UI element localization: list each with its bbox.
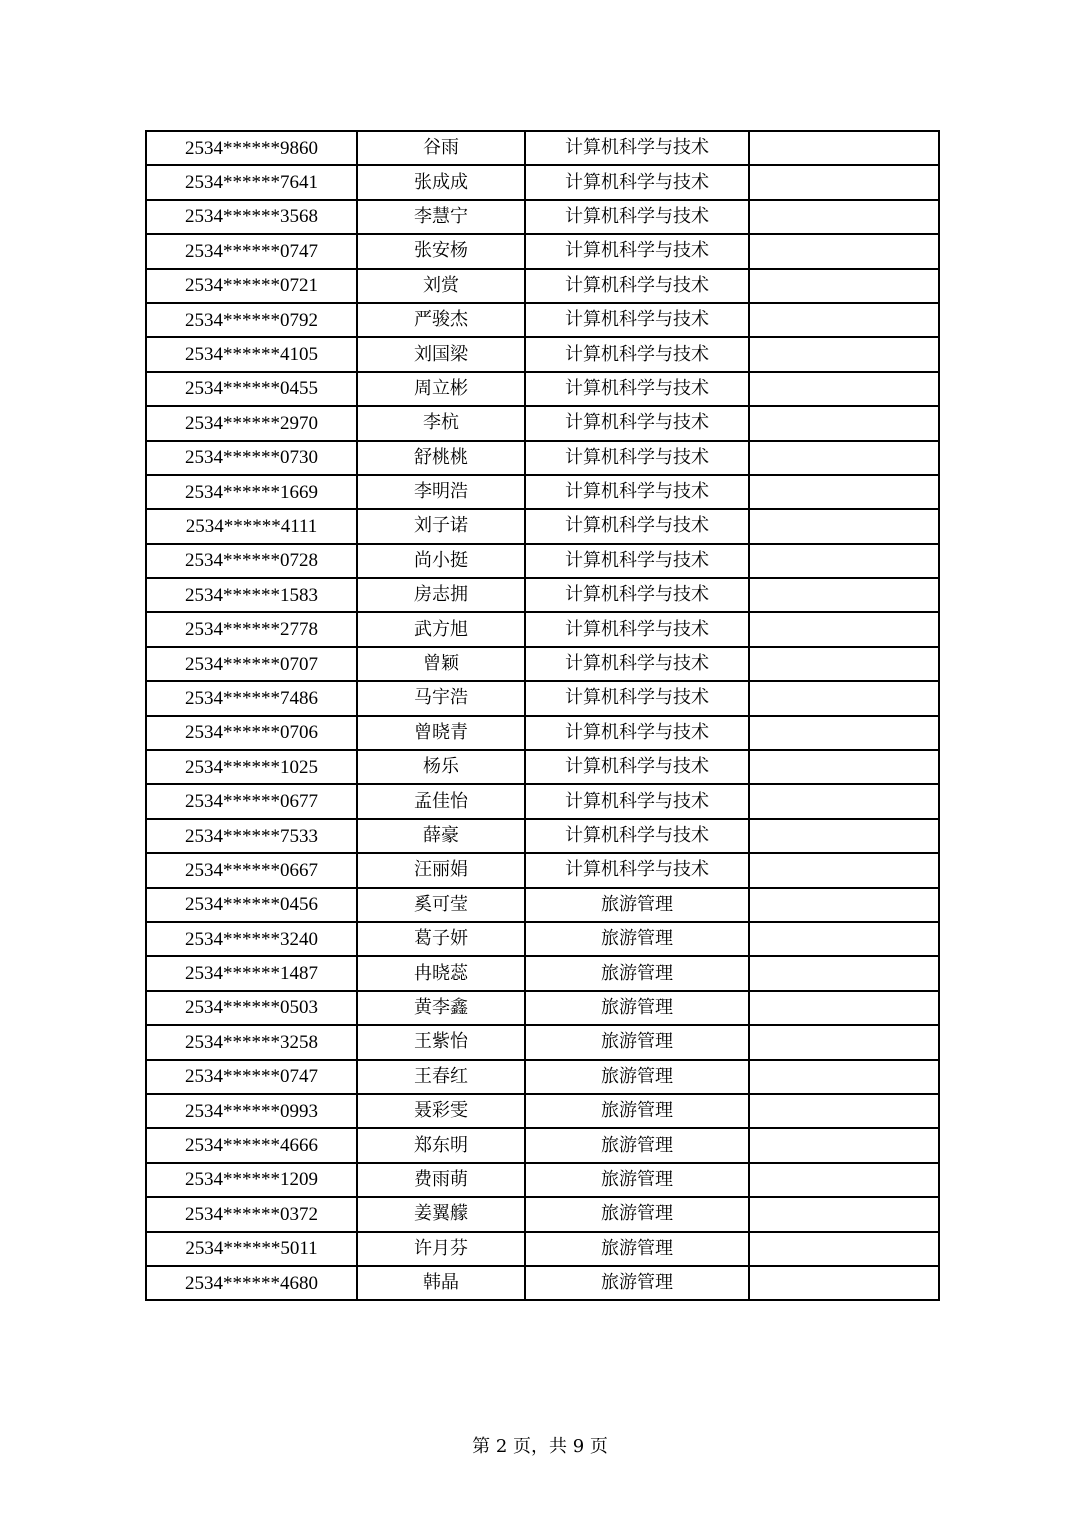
major-cell: 计算机科学与技术 <box>525 716 749 750</box>
major-cell: 计算机科学与技术 <box>525 853 749 887</box>
remark-cell <box>749 1128 939 1162</box>
table-row <box>146 888 939 922</box>
table-row <box>146 716 939 750</box>
table-row <box>146 612 939 646</box>
remark-cell <box>749 716 939 750</box>
major-cell: 旅游管理 <box>525 1163 749 1197</box>
remark-cell <box>749 337 939 371</box>
major-cell: 旅游管理 <box>525 922 749 956</box>
major-cell: 计算机科学与技术 <box>525 131 749 165</box>
table-row <box>146 1197 939 1231</box>
major-cell: 计算机科学与技术 <box>525 475 749 509</box>
candidate-id-cell: 2534******0728 <box>146 544 357 578</box>
table-row <box>146 269 939 303</box>
roster-table <box>145 130 940 1301</box>
student-name-cell: 曾晓青 <box>357 716 525 750</box>
remark-cell <box>749 544 939 578</box>
remark-cell <box>749 269 939 303</box>
student-name-cell: 尚小挺 <box>357 544 525 578</box>
table-row <box>146 819 939 853</box>
major-cell: 旅游管理 <box>525 1197 749 1231</box>
page-number-footer: 第 2 页，共 9 页 <box>472 1436 608 1457</box>
student-name-cell: 严骏杰 <box>357 303 525 337</box>
remark-cell <box>749 165 939 199</box>
candidate-id-cell: 2534******0677 <box>146 784 357 818</box>
remark-cell <box>749 441 939 475</box>
candidate-id-cell: 2534******1209 <box>146 1163 357 1197</box>
major-cell: 旅游管理 <box>525 1128 749 1162</box>
table-row <box>146 1163 939 1197</box>
student-name-cell: 葛子妍 <box>357 922 525 956</box>
table-row <box>146 406 939 440</box>
remark-cell <box>749 578 939 612</box>
remark-cell <box>749 234 939 268</box>
major-cell: 旅游管理 <box>525 1060 749 1094</box>
table-row <box>146 1060 939 1094</box>
table-row <box>146 337 939 371</box>
candidate-id-cell: 2534******0372 <box>146 1197 357 1231</box>
candidate-id-cell: 2534******0706 <box>146 716 357 750</box>
student-name-cell: 韩晶 <box>357 1266 525 1300</box>
student-name-cell: 马宇浩 <box>357 681 525 715</box>
table-row <box>146 544 939 578</box>
table-row <box>146 784 939 818</box>
candidate-id-cell: 2534******4111 <box>146 509 357 543</box>
major-cell: 计算机科学与技术 <box>525 303 749 337</box>
table-row <box>146 853 939 887</box>
student-name-cell: 谷雨 <box>357 131 525 165</box>
table-row <box>146 131 939 165</box>
student-name-cell: 郑东明 <box>357 1128 525 1162</box>
table-row <box>146 200 939 234</box>
student-name-cell: 武方旭 <box>357 612 525 646</box>
remark-cell <box>749 1163 939 1197</box>
major-cell: 计算机科学与技术 <box>525 544 749 578</box>
candidate-id-cell: 2534******7641 <box>146 165 357 199</box>
roster-table-body <box>146 131 939 1300</box>
candidate-id-cell: 2534******2778 <box>146 612 357 646</box>
remark-cell <box>749 784 939 818</box>
candidate-id-cell: 2534******7533 <box>146 819 357 853</box>
student-name-cell: 房志拥 <box>357 578 525 612</box>
table-row <box>146 475 939 509</box>
major-cell: 旅游管理 <box>525 1266 749 1300</box>
table-row <box>146 578 939 612</box>
remark-cell <box>749 475 939 509</box>
remark-cell <box>749 819 939 853</box>
candidate-id-cell: 2534******1487 <box>146 956 357 990</box>
major-cell: 旅游管理 <box>525 991 749 1025</box>
remark-cell <box>749 1266 939 1300</box>
student-name-cell: 奚可莹 <box>357 888 525 922</box>
candidate-id-cell: 2534******0667 <box>146 853 357 887</box>
candidate-id-cell: 2534******0993 <box>146 1094 357 1128</box>
remark-cell <box>749 991 939 1025</box>
remark-cell <box>749 922 939 956</box>
table-row <box>146 509 939 543</box>
student-name-cell: 薛豪 <box>357 819 525 853</box>
remark-cell <box>749 956 939 990</box>
table-row <box>146 234 939 268</box>
table-row <box>146 441 939 475</box>
candidate-id-cell: 2534******0747 <box>146 1060 357 1094</box>
candidate-id-cell: 2534******0503 <box>146 991 357 1025</box>
major-cell: 计算机科学与技术 <box>525 647 749 681</box>
student-name-cell: 张成成 <box>357 165 525 199</box>
student-name-cell: 汪丽娟 <box>357 853 525 887</box>
student-name-cell: 刘子诺 <box>357 509 525 543</box>
student-name-cell: 许月芬 <box>357 1232 525 1266</box>
remark-cell <box>749 750 939 784</box>
table-row <box>146 681 939 715</box>
candidate-id-cell: 2534******2970 <box>146 406 357 440</box>
student-name-cell: 杨乐 <box>357 750 525 784</box>
major-cell: 计算机科学与技术 <box>525 234 749 268</box>
candidate-id-cell: 2534******9860 <box>146 131 357 165</box>
remark-cell <box>749 647 939 681</box>
major-cell: 计算机科学与技术 <box>525 509 749 543</box>
remark-cell <box>749 1060 939 1094</box>
remark-cell <box>749 303 939 337</box>
student-name-cell: 李慧宁 <box>357 200 525 234</box>
major-cell: 计算机科学与技术 <box>525 750 749 784</box>
major-cell: 计算机科学与技术 <box>525 269 749 303</box>
table-row <box>146 956 939 990</box>
student-name-cell: 曾颖 <box>357 647 525 681</box>
table-row <box>146 1128 939 1162</box>
remark-cell <box>749 681 939 715</box>
major-cell: 旅游管理 <box>525 1232 749 1266</box>
remark-cell <box>749 888 939 922</box>
student-name-cell: 王春红 <box>357 1060 525 1094</box>
candidate-id-cell: 2534******3568 <box>146 200 357 234</box>
student-name-cell: 冉晓蕊 <box>357 956 525 990</box>
major-cell: 计算机科学与技术 <box>525 578 749 612</box>
remark-cell <box>749 612 939 646</box>
candidate-id-cell: 2534******0707 <box>146 647 357 681</box>
major-cell: 旅游管理 <box>525 888 749 922</box>
remark-cell <box>749 372 939 406</box>
student-name-cell: 姜翼艨 <box>357 1197 525 1231</box>
major-cell: 计算机科学与技术 <box>525 819 749 853</box>
candidate-id-cell: 2534******3258 <box>146 1025 357 1059</box>
remark-cell <box>749 131 939 165</box>
candidate-id-cell: 2534******1669 <box>146 475 357 509</box>
student-name-cell: 舒桃桃 <box>357 441 525 475</box>
table-row <box>146 1266 939 1300</box>
student-name-cell: 刘国梁 <box>357 337 525 371</box>
major-cell: 计算机科学与技术 <box>525 406 749 440</box>
major-cell: 计算机科学与技术 <box>525 337 749 371</box>
table-row <box>146 1025 939 1059</box>
major-cell: 计算机科学与技术 <box>525 784 749 818</box>
student-name-cell: 张安杨 <box>357 234 525 268</box>
candidate-id-cell: 2534******1025 <box>146 750 357 784</box>
table-row <box>146 750 939 784</box>
student-name-cell: 黄李鑫 <box>357 991 525 1025</box>
table-row <box>146 1094 939 1128</box>
remark-cell <box>749 1232 939 1266</box>
table-row <box>146 303 939 337</box>
candidate-id-cell: 2534******4666 <box>146 1128 357 1162</box>
student-name-cell: 李杭 <box>357 406 525 440</box>
major-cell: 计算机科学与技术 <box>525 681 749 715</box>
candidate-id-cell: 2534******0721 <box>146 269 357 303</box>
major-cell: 旅游管理 <box>525 1025 749 1059</box>
candidate-id-cell: 2534******0730 <box>146 441 357 475</box>
candidate-id-cell: 2534******5011 <box>146 1232 357 1266</box>
major-cell: 计算机科学与技术 <box>525 372 749 406</box>
candidate-id-cell: 2534******3240 <box>146 922 357 956</box>
remark-cell <box>749 406 939 440</box>
candidate-id-cell: 2534******0792 <box>146 303 357 337</box>
major-cell: 计算机科学与技术 <box>525 165 749 199</box>
table-row <box>146 647 939 681</box>
candidate-id-cell: 2534******0747 <box>146 234 357 268</box>
student-name-cell: 费雨萌 <box>357 1163 525 1197</box>
candidate-id-cell: 2534******4680 <box>146 1266 357 1300</box>
candidate-id-cell: 2534******7486 <box>146 681 357 715</box>
major-cell: 旅游管理 <box>525 956 749 990</box>
remark-cell <box>749 853 939 887</box>
student-name-cell: 李明浩 <box>357 475 525 509</box>
student-name-cell: 周立彬 <box>357 372 525 406</box>
student-name-cell: 王紫怡 <box>357 1025 525 1059</box>
remark-cell <box>749 200 939 234</box>
major-cell: 计算机科学与技术 <box>525 612 749 646</box>
remark-cell <box>749 1094 939 1128</box>
student-name-cell: 孟佳怡 <box>357 784 525 818</box>
candidate-id-cell: 2534******1583 <box>146 578 357 612</box>
remark-cell <box>749 1197 939 1231</box>
table-row <box>146 372 939 406</box>
table-row <box>146 165 939 199</box>
table-row <box>146 991 939 1025</box>
student-name-cell: 聂彩雯 <box>357 1094 525 1128</box>
table-row <box>146 922 939 956</box>
major-cell: 计算机科学与技术 <box>525 441 749 475</box>
table-row <box>146 1232 939 1266</box>
candidate-id-cell: 2534******0455 <box>146 372 357 406</box>
candidate-id-cell: 2534******4105 <box>146 337 357 371</box>
remark-cell <box>749 509 939 543</box>
major-cell: 旅游管理 <box>525 1094 749 1128</box>
student-name-cell: 刘赏 <box>357 269 525 303</box>
major-cell: 计算机科学与技术 <box>525 200 749 234</box>
candidate-id-cell: 2534******0456 <box>146 888 357 922</box>
remark-cell <box>749 1025 939 1059</box>
